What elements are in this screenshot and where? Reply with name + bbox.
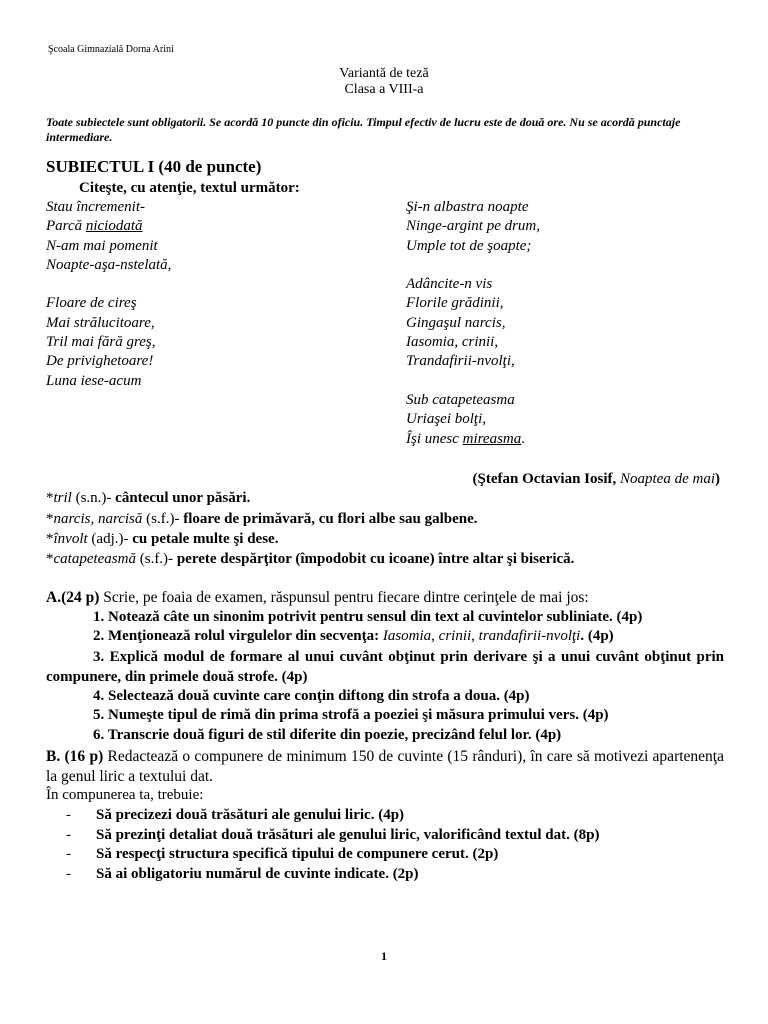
section-b-label: B. (16 p) xyxy=(46,748,104,765)
list-item: - Să respecţi structura specifică tipului de compunere cerut. (2p) xyxy=(66,846,499,863)
variant-title: Variantă de teză xyxy=(339,66,429,81)
poem-left-column xyxy=(46,198,171,391)
class-label: Clasa a VIII-a xyxy=(344,82,424,97)
glossary-entry: *catapeteasmă (s.f.)- perete despărţitor (împodobit cu icoane) între altar şi biserică. xyxy=(46,551,575,567)
poem-title: Noaptea de mai xyxy=(620,471,715,487)
stanza-break xyxy=(46,275,171,294)
poem-line: Uriaşei bolţi, xyxy=(406,411,487,428)
poem-right-column xyxy=(406,198,540,449)
school-name: Şcoala Gimnazială Dorna Arini xyxy=(48,44,174,55)
glossary-entry: *narcis, narcisă (s.f.)- floare de primăvară, cu flori albe sau galbene. xyxy=(46,511,478,527)
subject-prompt: Citeşte, cu atenţie, textul următor: xyxy=(79,180,300,196)
poem-line: Gingaşul narcis, xyxy=(406,314,506,331)
task-item: 2. Menţionează rolul virgulelor din secvenţa: Iasomia, crinii, trandafirii-nvolţi. (4p) xyxy=(93,628,614,644)
poem-line: De privighetoare! xyxy=(46,353,154,370)
poem-line: Luna iese-acum xyxy=(46,372,142,389)
poem-line: Stau încremenit- xyxy=(46,199,146,215)
task-item: 6. Transcrie două figuri de stil diferite din poezie, precizând felul lor. (4p) xyxy=(93,727,562,743)
poem-line: Adâncite-n vis xyxy=(406,276,493,293)
glossary-entry: *tril (s.n.)- cântecul unor păsări. xyxy=(46,490,251,506)
task-item: 1. Notează câte un sinonim potrivit pentru sensul din text al cuvintelor subliniate. (4p) xyxy=(93,609,643,625)
subject-title: SUBIECTUL I (40 de puncte) xyxy=(46,157,262,176)
poem-line: Mai strălucitoare, xyxy=(46,314,155,331)
requirements-list xyxy=(66,806,599,884)
poem-line: Noapte-aşa-nstelată, xyxy=(46,256,172,273)
poem-line: Tril mai fără greş, xyxy=(46,334,156,351)
exam-instructions: Toate subiectele sunt obligatorii. Se acordă 10 puncte din oficiu. Timpul efectiv de lucru este de două ore. Nu se acordă punctaje intermediare. xyxy=(46,115,681,144)
poem-line: Şi-n albastra noapte xyxy=(406,199,529,215)
list-item: - Să ai obligatoriu numărul de cuvinte indicate. (2p) xyxy=(66,865,419,882)
poem-line: Umple tot de şoapte; xyxy=(406,237,532,254)
poem-line: Florile grădinii, xyxy=(406,295,504,312)
poem-line: Floare de cireş xyxy=(46,295,137,312)
list-item: - Să prezinţi detaliat două trăsături ale genului liric, valorificând textul dat. (8p) xyxy=(66,826,600,843)
poem-source: (Ştefan Octavian Iosif, Noaptea de mai) xyxy=(472,471,720,487)
stanza-break xyxy=(406,256,540,275)
poem-line: Parcă niciodată xyxy=(46,218,143,235)
poem-line: Trandafirii-nvolţi, xyxy=(406,353,515,370)
section-a-heading: A.(24 p) Scrie, pe foaia de examen, răspunsul pentru fiecare dintre cerinţele de mai jos: xyxy=(46,589,589,606)
list-item: - Să precizezi două trăsături ale genului liric. (4p) xyxy=(66,807,405,823)
poem-line: N-am mai pomenit xyxy=(46,237,158,254)
poem-line: Ninge-argint pe drum, xyxy=(406,218,541,235)
document-header xyxy=(0,66,768,98)
page-number: 1 xyxy=(381,949,387,963)
task-item: 3. Explică modul de formare al unui cuvânt obţinut prin derivare şi a unui cuvânt obţinut prin compunere, din primele două strofe. (4p) xyxy=(46,649,724,685)
section-a-label: A.(24 p) xyxy=(46,589,100,606)
poem-line: Iasomia, crinii, xyxy=(406,334,499,351)
task-item: 5. Numeşte tipul de rimă din prima strofă a poeziei şi măsura primului vers. (4p) xyxy=(93,707,609,723)
poem-line: Sub catapeteasma xyxy=(406,391,515,408)
glossary-entry: *învolt (adj.)- cu petale multe şi dese. xyxy=(46,531,279,547)
task-item: 4. Selectează două cuvinte care conţin diftong din strofa a doua. (4p) xyxy=(93,688,530,704)
stanza-break xyxy=(406,372,540,391)
underlined-word: mireasma xyxy=(462,430,522,447)
underlined-word: niciodată xyxy=(85,218,143,235)
section-b-lead: În compunerea ta, trebuie: xyxy=(46,787,204,803)
poem-line: Îşi unesc mireasma. xyxy=(406,430,526,447)
section-b-heading: B. (16 p) Redactează o compunere de minimum 150 de cuvinte (15 rânduri), în care să motivezi apartenenţa la genul liric a textului dat. xyxy=(46,748,724,785)
